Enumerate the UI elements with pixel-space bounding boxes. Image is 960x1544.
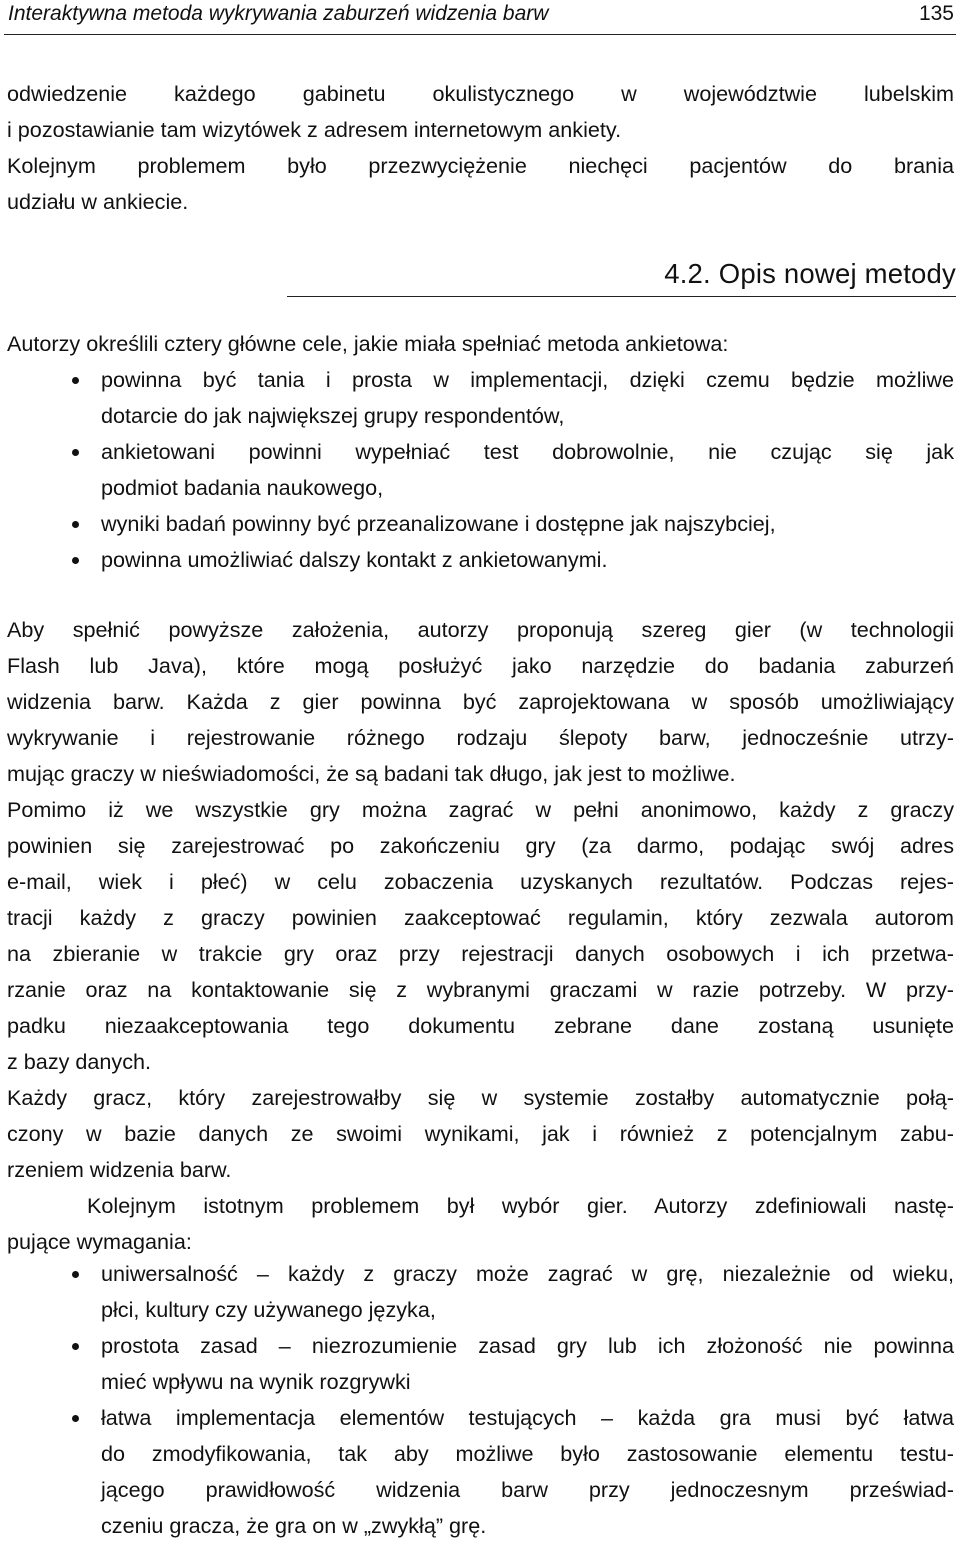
text-line: podmiot badania naukowego, bbox=[101, 475, 384, 500]
requirements-list bbox=[0, 1256, 956, 1544]
list-item bbox=[0, 1400, 956, 1544]
text-line: rzanie oraz na kontaktowanie się z wybranymi graczami w razie potrzeby. W przy- bbox=[7, 977, 954, 1002]
bullet-icon bbox=[72, 1343, 79, 1350]
text-line: odwiedzenie każdego gabinetu okulistycznego w województwie lubelskim bbox=[7, 81, 954, 106]
text-line: uniwersalność – każdy z graczy może zagrać w grę, niezależnie od wieku, bbox=[101, 1261, 954, 1286]
list-item bbox=[0, 434, 956, 506]
text-line: Aby spełnić powyższe założenia, autorzy proponują szereg gier (w technologii bbox=[7, 617, 954, 642]
text-line: widzenia barw. Każda z gier powinna być zaprojektowana w sposób umożliwiający bbox=[7, 689, 954, 714]
list-item bbox=[0, 362, 956, 434]
text-line: z bazy danych. bbox=[7, 1049, 152, 1074]
text-line: tracji każdy z graczy powinien zaakceptować regulamin, który zezwala autorom bbox=[7, 905, 954, 930]
section-title: 4.2. Opis nowej metody bbox=[664, 258, 956, 289]
bullet-icon bbox=[72, 521, 79, 528]
text-line: ankietowani powinni wypełniać test dobrowolnie, nie czując się jak bbox=[101, 439, 954, 464]
list-item bbox=[0, 542, 956, 578]
bullet-icon bbox=[72, 1415, 79, 1422]
paragraph-1 bbox=[7, 76, 954, 220]
text-line: łatwa implementacja elementów testujących – każda gra musi być łatwa bbox=[101, 1405, 954, 1430]
text-line: czony w bazie danych ze swoimi wynikami, jak i również z potencjalnym zabu- bbox=[7, 1121, 954, 1146]
text-line: Kolejnym istotnym problemem był wybór gier. Autorzy zdefiniowali nastę- bbox=[87, 1193, 954, 1218]
list-item bbox=[0, 1328, 956, 1400]
text-line: padku niezaakceptowania tego dokumentu zebrane dane zostaną usunięte bbox=[7, 1013, 954, 1038]
bullet-icon bbox=[72, 1271, 79, 1278]
text-line: pujące wymagania: bbox=[7, 1229, 192, 1254]
text-line: powinien się zarejestrować po zakończeniu gry (za darmo, podając swój adres bbox=[7, 833, 954, 858]
bullet-icon bbox=[72, 557, 79, 564]
bullet-icon bbox=[72, 377, 79, 384]
text-line: powinna umożliwiać dalszy kontakt z ankietowanymi. bbox=[101, 547, 608, 572]
text-line: Pomimo iż we wszystkie gry można zagrać w pełni anonimowo, każdy z graczy bbox=[7, 797, 954, 822]
text-line: Każdy gracz, który zarejestrowałby się w systemie zostałby automatycznie połą- bbox=[7, 1085, 954, 1110]
text-line: wykrywanie i rejestrowanie różnego rodzaju ślepoty barw, jednocześnie utrzy- bbox=[7, 725, 954, 750]
text-line: płci, kultury czy używanego języka, bbox=[101, 1297, 436, 1322]
list-item bbox=[0, 506, 956, 542]
text-line: Kolejnym problemem było przezwyciężenie niechęci pacjentów do brania bbox=[7, 153, 954, 178]
text-line: i pozostawianie tam wizytówek z adresem internetowym ankiety. bbox=[7, 117, 622, 142]
text-line: mując graczy w nieświadomości, że są badani tak długo, jak jest to możliwe. bbox=[7, 761, 736, 786]
text-line: jącego prawidłowość widzenia barw przy jednoczesnym przeświad- bbox=[101, 1477, 954, 1502]
section-heading bbox=[287, 258, 956, 297]
bullet-icon bbox=[72, 449, 79, 456]
text-line: wyniki badań powinny być przeanalizowane i dostępne jak najszybciej, bbox=[101, 511, 776, 536]
text-line: Flash lub Java), które mogą posłużyć jako narzędzie do badania zaburzeń bbox=[7, 653, 954, 678]
paragraph-2 bbox=[7, 612, 954, 1260]
text-line: dotarcie do jak największej grupy respondentów, bbox=[101, 403, 565, 428]
text-line: mieć wpływu na wynik rozgrywki bbox=[101, 1369, 411, 1394]
text-line: powinna być tania i prosta w implementacji, dzięki czemu będzie możliwe bbox=[101, 367, 954, 392]
text-line: na zbieranie w trakcie gry oraz przy rejestracji danych osobowych i ich przetwa- bbox=[7, 941, 954, 966]
text-line: e-mail, wiek i płeć) w celu zobaczenia uzyskanych rezultatów. Podczas rejes- bbox=[7, 869, 954, 894]
intro-paragraph bbox=[7, 326, 954, 362]
text-line: do zmodyfikowania, tak aby możliwe było zastosowanie elementu testu- bbox=[101, 1441, 954, 1466]
running-title: Interaktywna metoda wykrywania zaburzeń widzenia barw bbox=[8, 2, 549, 25]
page-number: 135 bbox=[918, 2, 954, 25]
goals-list bbox=[0, 362, 956, 578]
list-item bbox=[0, 1256, 956, 1328]
text-line: Autorzy określili cztery główne cele, jakie miała spełniać metoda ankietowa: bbox=[7, 331, 729, 356]
text-line: prostota zasad – niezrozumienie zasad gry lub ich złożoność nie powinna bbox=[101, 1333, 954, 1358]
text-line: udziału w ankiecie. bbox=[7, 189, 189, 214]
text-line: rzeniem widzenia barw. bbox=[7, 1157, 232, 1182]
page-header bbox=[4, 0, 956, 35]
text-line: czeniu gracza, że gra on w „zwykłą” grę. bbox=[101, 1513, 487, 1538]
